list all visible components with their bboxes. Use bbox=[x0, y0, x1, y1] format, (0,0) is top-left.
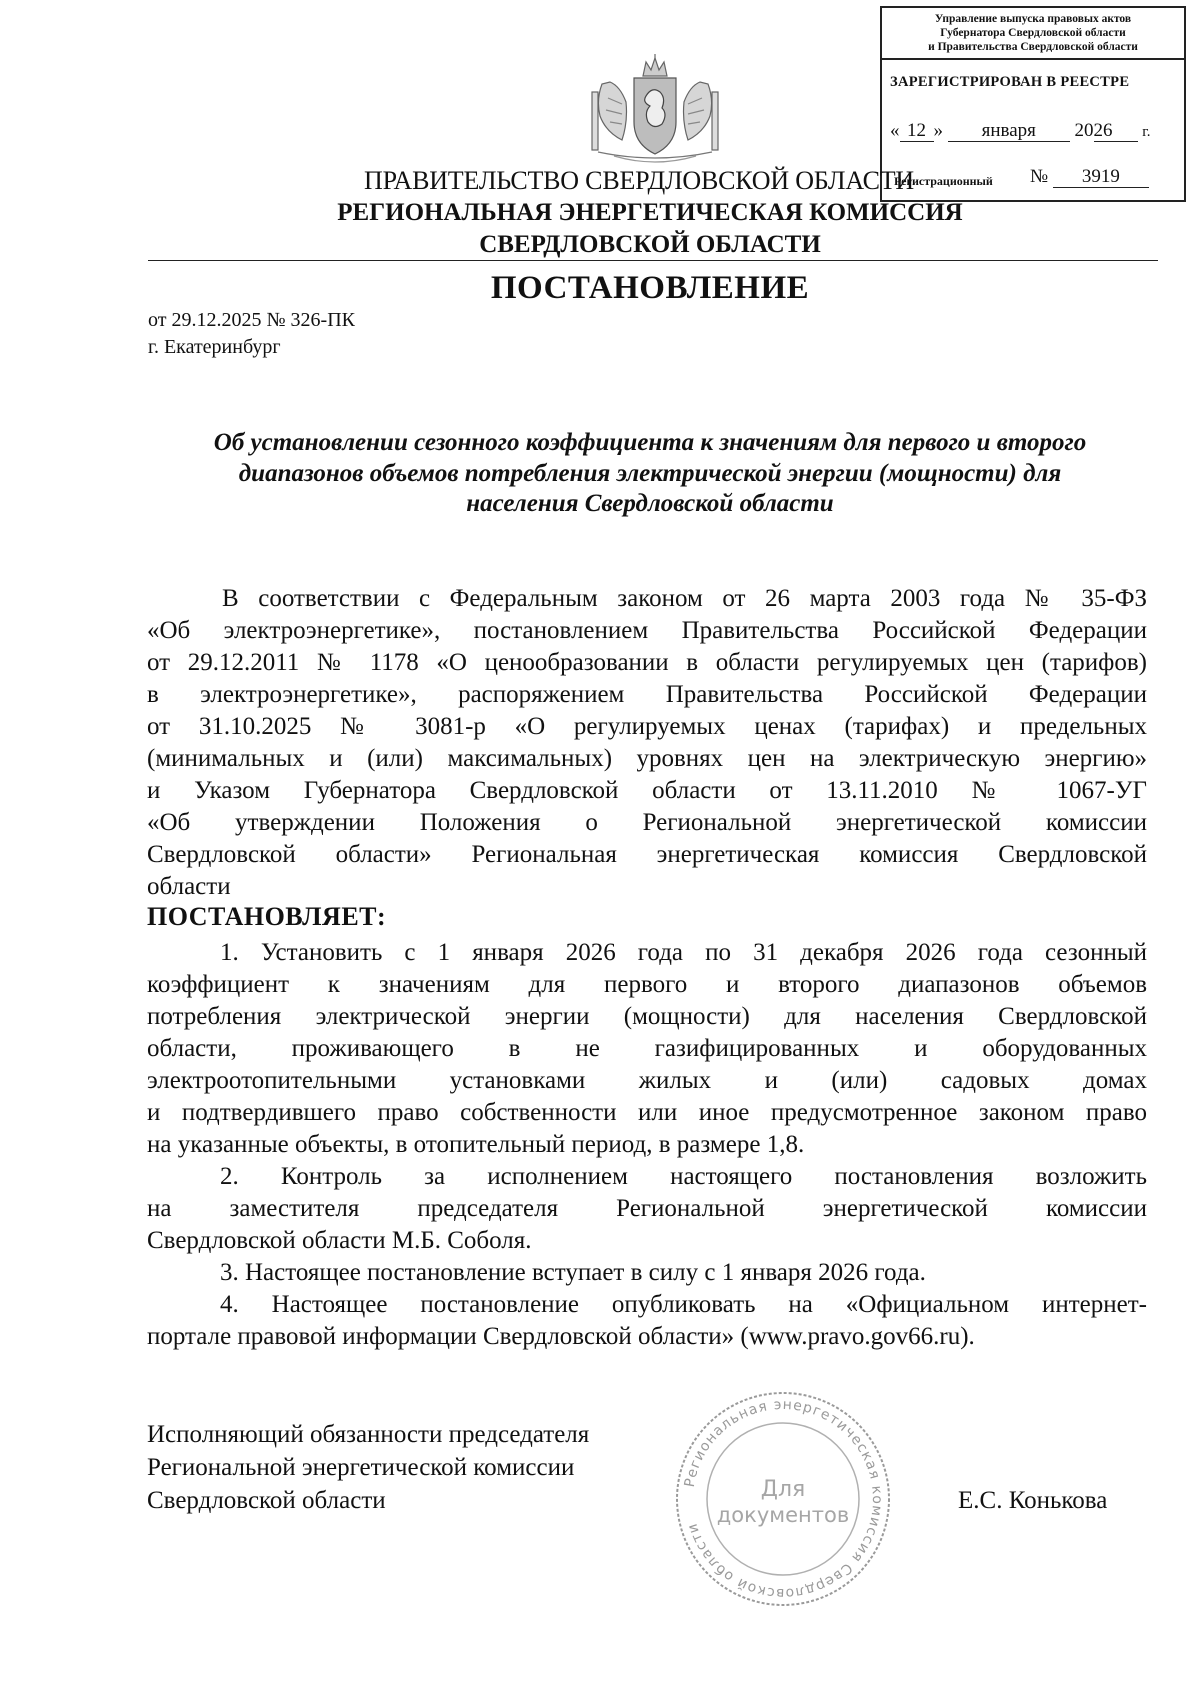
resolves-heading: ПОСТАНОВЛЯЕТ: bbox=[147, 902, 387, 931]
document-title-line: Об установлении сезонного коэффициента к значениям для первого и второго bbox=[213, 429, 1087, 456]
registration-office-line: Управление выпуска правовых актов bbox=[934, 13, 1132, 25]
registration-number-value: 3919 bbox=[1053, 167, 1149, 188]
signer-name: Е.С. Конькова bbox=[958, 1487, 1108, 1514]
clause-line: 3. Настоящее постановление вступает в силу с 1 января 2026 года. bbox=[220, 1259, 926, 1286]
preamble-line: области bbox=[147, 873, 231, 900]
clause-line: 1. Установить с 1 января 2026 года по 31 декабря 2026 года сезонный bbox=[220, 939, 1147, 966]
clause-line: Свердловской области М.Б. Соболя. bbox=[147, 1227, 532, 1254]
clause-line: коэффициент к значениям для первого и второго диапазонов объемов bbox=[147, 971, 1147, 998]
quote-open: « bbox=[890, 120, 900, 141]
seal-center-text: документов bbox=[716, 1503, 850, 1527]
official-seal bbox=[672, 1388, 894, 1610]
signer-position-line: Региональной энергетической комиссии bbox=[147, 1454, 575, 1481]
coat-of-arms-emblem bbox=[588, 52, 722, 164]
clause-line: портале правовой информации Свердловской области» (www.pravo.gov66.ru). bbox=[147, 1323, 975, 1350]
commission-name-line: РЕГИОНАЛЬНАЯ ЭНЕРГЕТИЧЕСКАЯ КОМИССИЯ bbox=[337, 199, 963, 226]
clause-line: электроотопительными установками жилых и (или) садовых домах bbox=[147, 1067, 1147, 1094]
number-sign: № bbox=[1030, 166, 1049, 187]
registration-year-prefix: 20 bbox=[1074, 120, 1094, 141]
registration-number-label: Регистрационный bbox=[894, 174, 993, 188]
preamble-line: в электроэнергетике», распоряжением Правительства Российской Федерации bbox=[147, 681, 1147, 708]
registration-date bbox=[890, 120, 1150, 142]
document-city: г. Екатеринбург bbox=[148, 336, 281, 358]
registration-office-line: и Правительства Свердловской области bbox=[928, 41, 1138, 53]
registration-number bbox=[1030, 166, 1149, 188]
quote-close: » bbox=[933, 120, 943, 141]
preamble-line: и Указом Губернатора Свердловской области от 13.11.2010 № 1067-УГ bbox=[147, 777, 1147, 804]
clause-line: потребления электрической энергии (мощности) для населения Свердловской bbox=[147, 1003, 1147, 1030]
document-type: ПОСТАНОВЛЕНИЕ bbox=[490, 270, 810, 306]
registration-title: ЗАРЕГИСТРИРОВАН В РЕЕСТРЕ bbox=[890, 74, 1130, 90]
preamble-line: (минимальных и (или) максимальных) уровнях цен на электрическую энергию» bbox=[147, 745, 1147, 772]
seal-center-text: Для bbox=[760, 1477, 806, 1502]
seal-ring-text: Региональная энергетическая комиссия Свердловской области bbox=[681, 1396, 886, 1602]
registration-day: 12 bbox=[900, 121, 934, 142]
clause-line: 2. Контроль за исполнением настоящего постановления возложить bbox=[220, 1163, 1147, 1190]
government-name: ПРАВИТЕЛЬСТВО СВЕРДЛОВСКОЙ ОБЛАСТИ bbox=[364, 166, 915, 195]
clause-line: и подтвердившего право собственности или иное предусмотренное законом право bbox=[147, 1099, 1147, 1126]
registration-office-line: Губернатора Свердловской области bbox=[940, 27, 1126, 39]
preamble-line: Свердловской области» Региональная энергетическая комиссия Свердловской bbox=[147, 841, 1147, 868]
registration-stamp bbox=[880, 6, 1186, 202]
registration-office bbox=[882, 8, 1184, 60]
registration-month: января bbox=[948, 121, 1070, 142]
clause-line: области, проживающего в не газифицированных и оборудованных bbox=[147, 1035, 1147, 1062]
document-date-number: от 29.12.2025 № 326-ПК bbox=[148, 309, 356, 331]
document-title-line: диапазонов объемов потребления электрической энергии (мощности) для bbox=[238, 460, 1062, 487]
header-divider bbox=[148, 260, 1158, 261]
registration-year-suffix: 26 bbox=[1094, 121, 1138, 142]
clause-line: 4. Настоящее постановление опубликовать на «Официальном интернет- bbox=[220, 1291, 1147, 1318]
preamble-line: «Об электроэнергетике», постановлением Правительства Российской Федерации bbox=[147, 617, 1147, 644]
preamble-line: от 31.10.2025 № 3081-р «О регулируемых ценах (тарифах) и предельных bbox=[147, 713, 1147, 740]
preamble-line: «Об утверждении Положения о Региональной энергетической комиссии bbox=[147, 809, 1147, 836]
signer-position-line: Свердловской области bbox=[147, 1487, 386, 1514]
clause-line: на указанные объекты, в отопительный период, в размере 1,8. bbox=[147, 1131, 805, 1158]
preamble-line: В соответствии с Федеральным законом от 26 марта 2003 года № 35-ФЗ bbox=[222, 585, 1147, 612]
registration-year-unit: г. bbox=[1142, 124, 1151, 140]
clause-line: на заместителя председателя Региональной энергетической комиссии bbox=[147, 1195, 1147, 1222]
commission-name-line: СВЕРДЛОВСКОЙ ОБЛАСТИ bbox=[479, 231, 821, 258]
preamble-line: от 29.12.2011 № 1178 «О ценообразовании в области регулируемых цен (тарифов) bbox=[147, 649, 1147, 676]
document-title-line: населения Свердловской области bbox=[466, 490, 834, 517]
signer-position-line: Исполняющий обязанности председателя bbox=[147, 1421, 590, 1448]
